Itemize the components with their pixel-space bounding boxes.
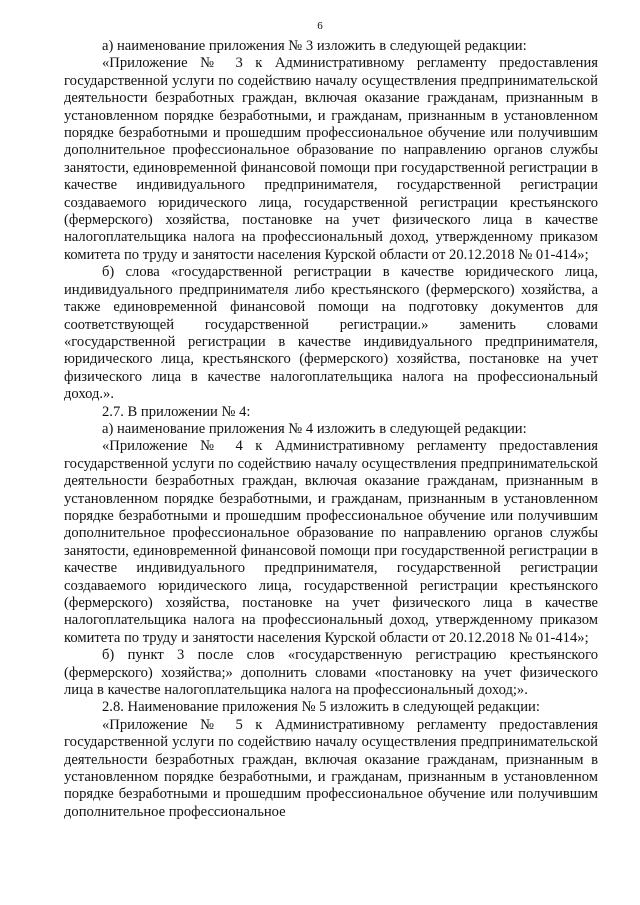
- page-number: 6: [317, 20, 323, 32]
- paragraph-quote-app4: «Приложение № 4 к Административному регламенту предоставления государственной услуги по содействию началу осуществления предпринимательской деятельности безработных граждан, включая оказание гражданам, признанным в установленном порядке безработными, и гражданам, признанным в установленном порядке безработными и прошедшим профессиональное обучение или получившим дополнительное профессиональное образование по направлению органов службы занятости, единовременной финансовой помощи при государственной регистрации в качестве индивидуального предпринимателя, государственной регистрации создаваемого юридического лица, государственной регистрации крестьянского (фермерского) хозяйства, постановке на учет физического лица в качестве налогоплательщика налога на профессиональный доход, утвержденному приказом комитета по труду и занятости населения Курской области от 20.12.2018 № 01-414»;: [64, 438, 598, 646]
- paragraph-quote-app3: «Приложение № 3 к Административному регламенту предоставления государственной услуги по содействию началу осуществления предпринимательской деятельности безработных граждан, включая оказание гражданам, признанным в установленном порядке безработными, и гражданам, признанным в установленном порядке безработными и прошедшим профессиональное обучение или получившим дополнительное профессиональное образование по направлению органов службы занятости, единовременной финансовой помощи при государственной регистрации в качестве индивидуального предпринимателя, государственной регистрации создаваемого юридического лица, государственной регистрации крестьянского (фермерского) хозяйства, постановке на учет физического лица в качестве налогоплательщика налога на профессиональный доход, утвержденному приказом комитета по труду и занятости населения Курской области от 20.12.2018 № 01-414»;: [64, 55, 598, 263]
- paragraph-quote-app5: «Приложение № 5 к Административному регламенту предоставления государственной услуги по содействию началу осуществления предпринимательской деятельности безработных граждан, включая оказание гражданам, признанным в установленном порядке безработными, и гражданам, признанным в установленном порядке безработными и прошедшим профессиональное обучение или получившим дополнительное профессиональное: [64, 716, 598, 820]
- paragraph-item-a-app4: а) наименование приложения № 4 изложить в следующей редакции:: [102, 420, 527, 437]
- paragraph-item-b-app4: б) пункт 3 после слов «государственную регистрацию крестьянского (фермерского) хозяйства;» дополнить словами «постановку на учет физического лица в качестве налогоплательщика налога на профессиональный доход;».: [64, 647, 598, 699]
- document-body: [64, 38, 598, 821]
- paragraph-section-2-8: 2.8. Наименование приложения № 5 изложить в следующей редакции:: [102, 699, 540, 716]
- paragraph-item-b-app3: б) слова «государственной регистрации в качестве юридического лица, индивидуального предпринимателя либо крестьянского (фермерского) хозяйства, а также единовременной финансовой помощи на подготовку документов для соответствующей государственной регистрации.» заменить словами «государственной регистрации в качестве индивидуального предпринимателя, юридического лица, крестьянского (фермерского) хозяйства, постановке на учет физического лица в качестве налогоплательщика налога на профессиональный доход.».: [64, 264, 598, 403]
- paragraph-section-2-7: 2.7. В приложении № 4:: [102, 403, 251, 420]
- paragraph-item-a-app3: а) наименование приложения № 3 изложить в следующей редакции:: [102, 38, 527, 54]
